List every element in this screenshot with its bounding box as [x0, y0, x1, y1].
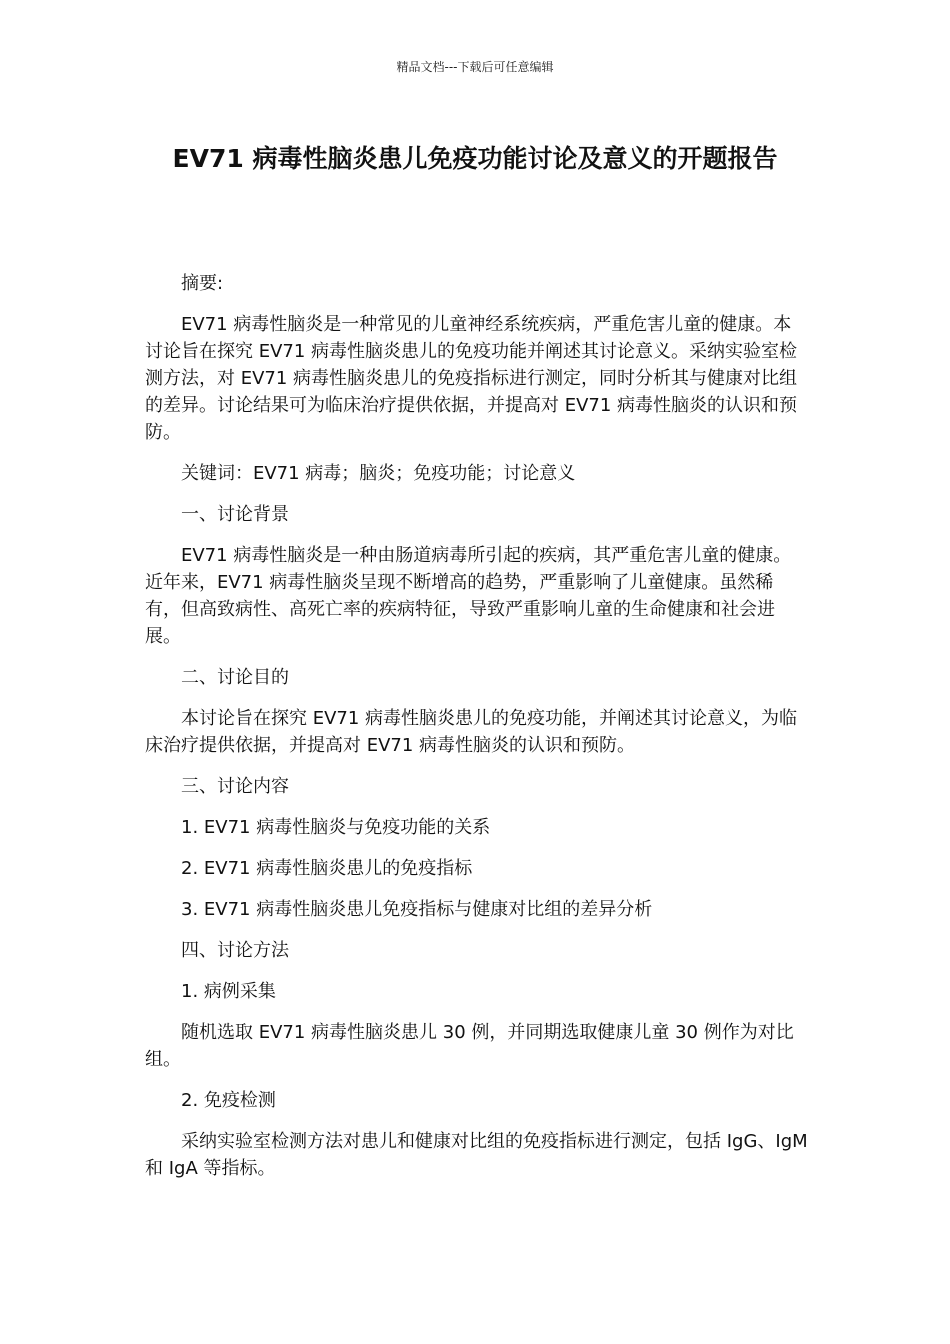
background-paragraph: EV71 病毒性脑炎是一种由肠道病毒所引起的疾病，其严重危害儿童的健康。近年来，EV71 病毒性脑炎呈现不断增高的趋势，严重影响了儿童健康。虽然稀有，但高致病性、高死亡率的疾病特征，导致严重影响儿童的生命健康和社会进展。 [145, 545, 792, 647]
section-heading-background: 一、讨论背景 [181, 504, 289, 525]
content-item-2: 2. EV71 病毒性脑炎患儿的免疫指标 [181, 858, 473, 879]
method-heading-immune-test: 2. 免疫检测 [181, 1090, 276, 1111]
page-header: 精品文档---下载后可任意编辑 [396, 60, 554, 74]
abstract-paragraph: EV71 病毒性脑炎是一种常见的儿童神经系统疾病，严重危害儿童的健康。本讨论旨在探究 EV71 病毒性脑炎患儿的免疫功能并阐述其讨论意义。采纳实验室检测方法，对 EV71 病毒性脑炎患儿的免疫指标进行测定，同时分析其与健康对比组的差异。讨论结果可为临床治疗提供依据，并提高对 EV71 病毒性脑炎的认识和预防。 [145, 314, 798, 443]
sampling-paragraph: 随机选取 EV71 病毒性脑炎患儿 30 例，并同期选取健康儿童 30 例作为对比组。 [145, 1022, 794, 1070]
immune-test-paragraph: 采纳实验室检测方法对患儿和健康对比组的免疫指标进行测定，包括 IgG、IgM 和 IgA 等指标。 [145, 1131, 808, 1179]
abstract-label: 摘要: [181, 273, 224, 294]
content-item-1: 1. EV71 病毒性脑炎与免疫功能的关系 [181, 817, 491, 838]
document-title: EV71 病毒性脑炎患儿免疫功能讨论及意义的开题报告 [172, 144, 778, 173]
document-body [145, 270, 809, 1196]
section-heading-content: 三、讨论内容 [181, 776, 289, 797]
keywords-line: 关键词：EV71 病毒；脑炎；免疫功能；讨论意义 [181, 463, 576, 484]
section-heading-purpose: 二、讨论目的 [181, 667, 289, 688]
purpose-paragraph: 本讨论旨在探究 EV71 病毒性脑炎患儿的免疫功能，并阐述其讨论意义，为临床治疗提供依据，并提高对 EV71 病毒性脑炎的认识和预防。 [145, 708, 798, 756]
method-heading-sampling: 1. 病例采集 [181, 981, 276, 1002]
content-item-3: 3. EV71 病毒性脑炎患儿免疫指标与健康对比组的差异分析 [181, 899, 653, 920]
section-heading-methods: 四、讨论方法 [181, 940, 289, 961]
